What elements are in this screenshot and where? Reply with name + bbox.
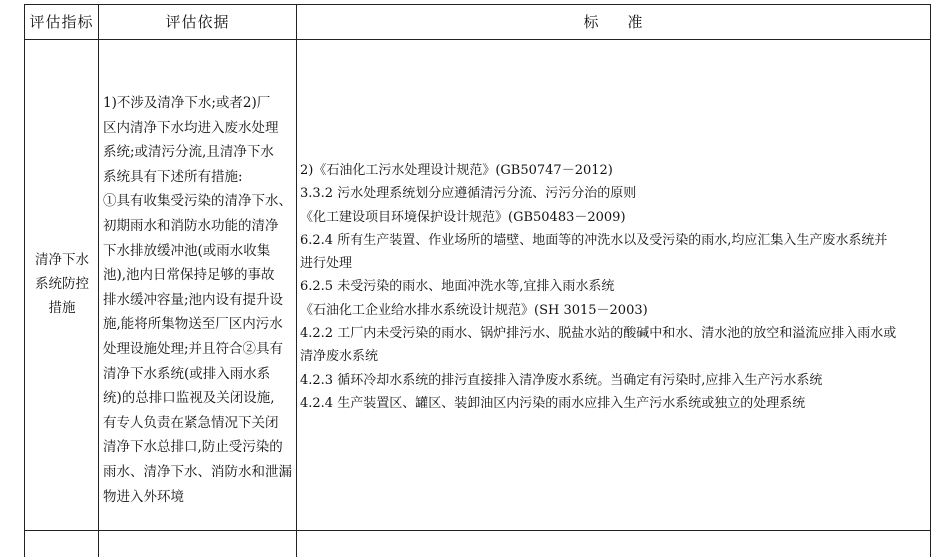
header-basis: [99, 6, 296, 36]
standard-line: 6.2.4 所有生产装置、作业场所的墙壁、地面等的冲洗水以及受污染的雨水,均应汇集入生产废水系统并: [300, 232, 888, 248]
basis-line: 清净下水总排口,防止受污染的: [103, 439, 283, 456]
standard-cell: [300, 159, 928, 415]
standard-line: 4.2.2 工厂内未受污染的雨水、锅炉排污水、脱盐水站的酸碱中和水、清水池的放空和溢流应排入雨水或: [300, 326, 897, 342]
column-divider-1: [98, 4, 99, 557]
basis-line: 初期雨水和消防水功能的清净: [103, 217, 279, 234]
header-standard-text-1: 标: [583, 12, 600, 31]
indicator-line: 措施: [48, 300, 76, 316]
header-standard: [297, 6, 930, 36]
basis-line: 排水缓冲容量;池内设有提升设: [103, 291, 284, 308]
indicator-line: 清净下水: [35, 252, 89, 268]
header-indicator-text: 评估指标: [29, 12, 94, 31]
indicator-line: 系统防控: [35, 276, 89, 292]
header-bottom-border: [24, 39, 931, 40]
basis-line: 池),池内日常保持足够的事故: [103, 267, 275, 284]
basis-line: 区内清净下水均进入废水处理: [103, 119, 279, 136]
basis-line: 物进入外环境: [103, 488, 184, 505]
header-basis-text: 评估依据: [165, 12, 230, 31]
basis-line: 系统;或清污分流,且清净下水: [103, 144, 274, 161]
standard-line: 3.3.2 污水处理系统划分应遵循清污分流、污污分治的原则: [300, 186, 637, 202]
standard-line: 清净废水系统: [300, 349, 379, 365]
standard-line: 《化工建设项目环境保护设计规范》(GB50483－2009): [300, 209, 626, 225]
standard-line: 6.2.5 未受污染的雨水、地面冲洗水等,宜排入雨水系统: [300, 279, 615, 295]
basis-line: 1)不涉及清净下水;或者2)厂: [103, 95, 271, 111]
standard-line: 《石油化工企业给水排水系统设计规范》(SH 3015－2003): [300, 302, 648, 318]
basis-line: 清净下水系统(或排入雨水系: [103, 365, 271, 382]
basis-line: 系统具有下述所有措施:: [103, 168, 243, 185]
standard-line: 4.2.3 循环冷却水系统的排污直接排入清净废水系统。当确定有污染时,应排入生产污水系统: [300, 372, 823, 388]
basis-line: 下水排放缓冲池(或雨水收集: [103, 242, 271, 259]
table-top-border: [24, 4, 931, 5]
header-indicator: [25, 6, 98, 36]
basis-line: ①具有收集受污染的清净下水、: [103, 193, 292, 210]
column-divider-2: [296, 4, 297, 557]
basis-line: 处理设施处理;并且符合②具有: [103, 340, 284, 357]
basis-cell: [103, 91, 295, 509]
indicator-cell: [26, 248, 98, 320]
basis-line: 有专人负责在紧急情况下关闭: [103, 414, 279, 431]
table-bottom-border: [24, 530, 931, 531]
table-left-border: [24, 4, 25, 557]
standard-line: 4.2.4 生产装置区、罐区、装卸油区内污染的雨水应排入生产污水系统或独立的处理系统: [300, 395, 806, 411]
table-right-border: [930, 4, 931, 557]
basis-line: 雨水、清净下水、消防水和泄漏: [103, 463, 292, 480]
header-standard-text-2: 准: [627, 12, 644, 31]
standard-line: 进行处理: [300, 256, 353, 272]
basis-line: 统)的总排口监视及关闭设施,: [103, 390, 275, 407]
basis-line: 施,能将所集物送至厂区内污水: [103, 316, 283, 333]
standard-line: 2)《石油化工污水处理设计规范》(GB50747－2012): [300, 163, 613, 178]
